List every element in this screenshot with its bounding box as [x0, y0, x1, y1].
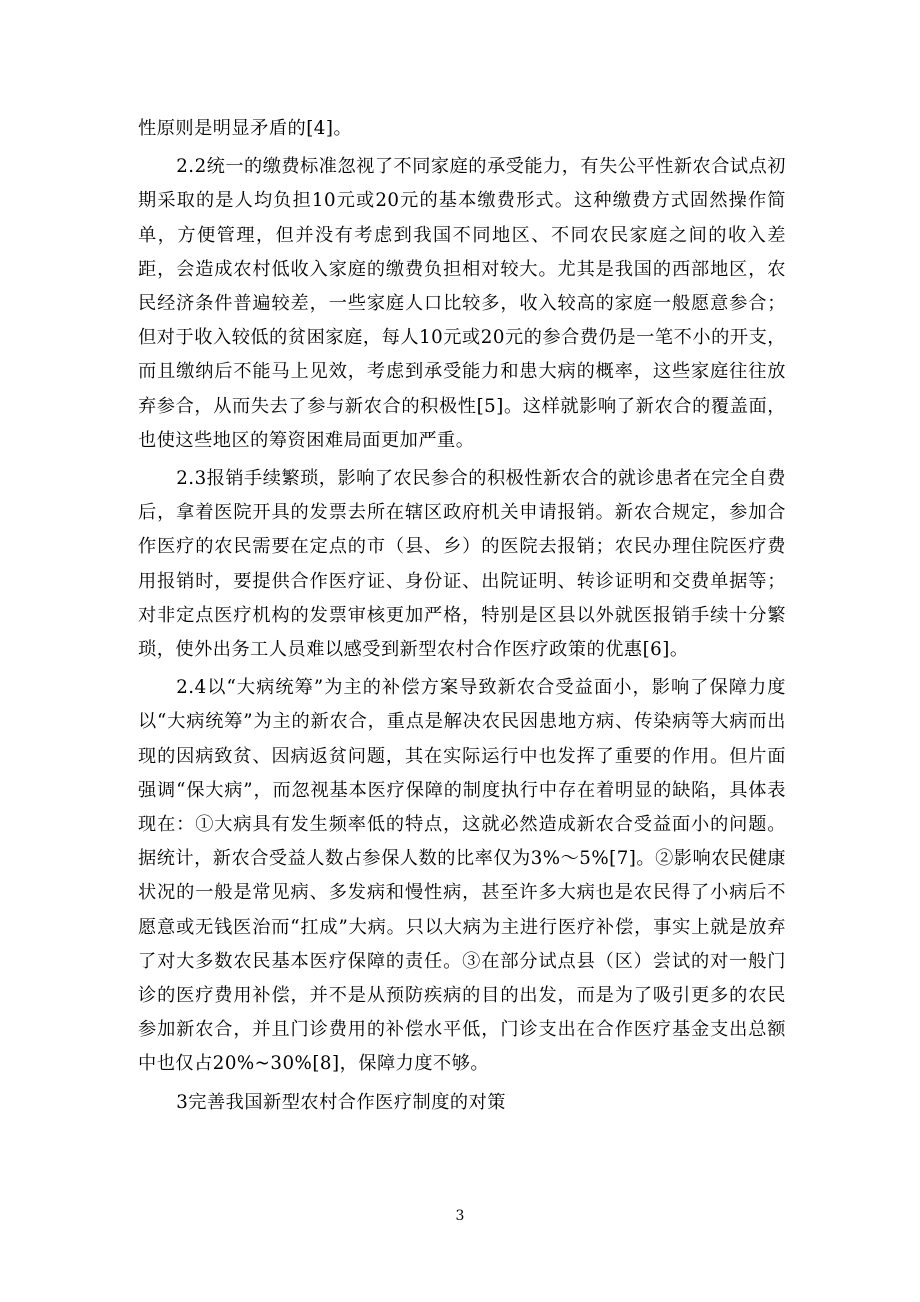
paragraph-section-2-4: 2.4以“大病统筹”为主的补偿方案导致新农合受益面小，影响了保障力度以“大病统筹”为主的新农合，重点是解决农民因患地方病、传染病等大病而出现的因病致贫、因病返贫问题，其在实际运行中也发挥了重要的作用。但片面强调“保大病”，而忽视基本医疗保障的制度执行中存在着明显的缺陷，具体表现在：①大病具有发生频率低的特点，这就必然造成新农合受益面小的问题。据统计，新农合受益人数占参保人数的比率仅为3%～5%[7]。②影响农民健康状况的一般是常见病、多发病和慢性病，甚至许多大病也是农民得了小病后不愿意或无钱医治而“扛成”大病。只以大病为主进行医疗补偿，事实上就是放弃了对大多数农民基本医疗保障的责任。③在部分试点县（区）尝试的对一般门诊的医疗费用补偿，并不是从预防疾病的目的出发，而是为了吸引更多的农民参加新农合，并且门诊费用的补偿水平低，门诊支出在合作医疗基金支出总额中也仅占20%~30%[8]，保障力度不够。	[138, 677, 786, 1075]
paragraph-continuation: 性原则是明显矛盾的[4]。	[138, 118, 353, 139]
paragraph-section-2-2: 2.2统一的缴费标准忽视了不同家庭的承受能力，有失公平性新农合试点初期采取的是人均负担10元或20元的基本缴费形式。这种缴费方式固然操作简单，方便管理，但并没有考虑到我国不同地区、不同农民家庭之间的收入差距，会造成农村低收入家庭的缴费负担相对较大。尤其是我国的西部地区，农民经济条件普遍较差，一些家庭人口比较多，收入较高的家庭一般愿意参合；但对于收入较低的贫困家庭，每人10元或20元的参合费仍是一笔不小的开支，而且缴纳后不能马上见效，考虑到承受能力和患大病的概率，这些家庭往往放弃参合，从而失去了参与新农合的积极性[5]。这样就影响了新农合的覆盖面，也使这些地区的筹资困难局面更加严重。	[138, 156, 786, 451]
section-heading-3: 3完善我国新型农村合作医疗制度的对策	[176, 1091, 506, 1113]
paragraph-section-2-3: 2.3报销手续繁琐，影响了农民参合的积极性新农合的就诊患者在完全自费后，拿着医院开具的发票去所在辖区政府机关申请报销。新农合规定，参加合作医疗的农民需要在定点的市（县、乡）的医院去报销；农民办理住院医疗费用报销时，要提供合作医疗证、身份证、出院证明、转诊证明和交费单据等；对非定点医疗机构的发票审核更加严格，特别是区县以外就医报销手续十分繁琐，使外出务工人员难以感受到新型农村合作医疗政策的优惠[6]。	[138, 468, 786, 661]
page-number: 3	[455, 1208, 465, 1224]
document-body	[138, 112, 786, 1120]
